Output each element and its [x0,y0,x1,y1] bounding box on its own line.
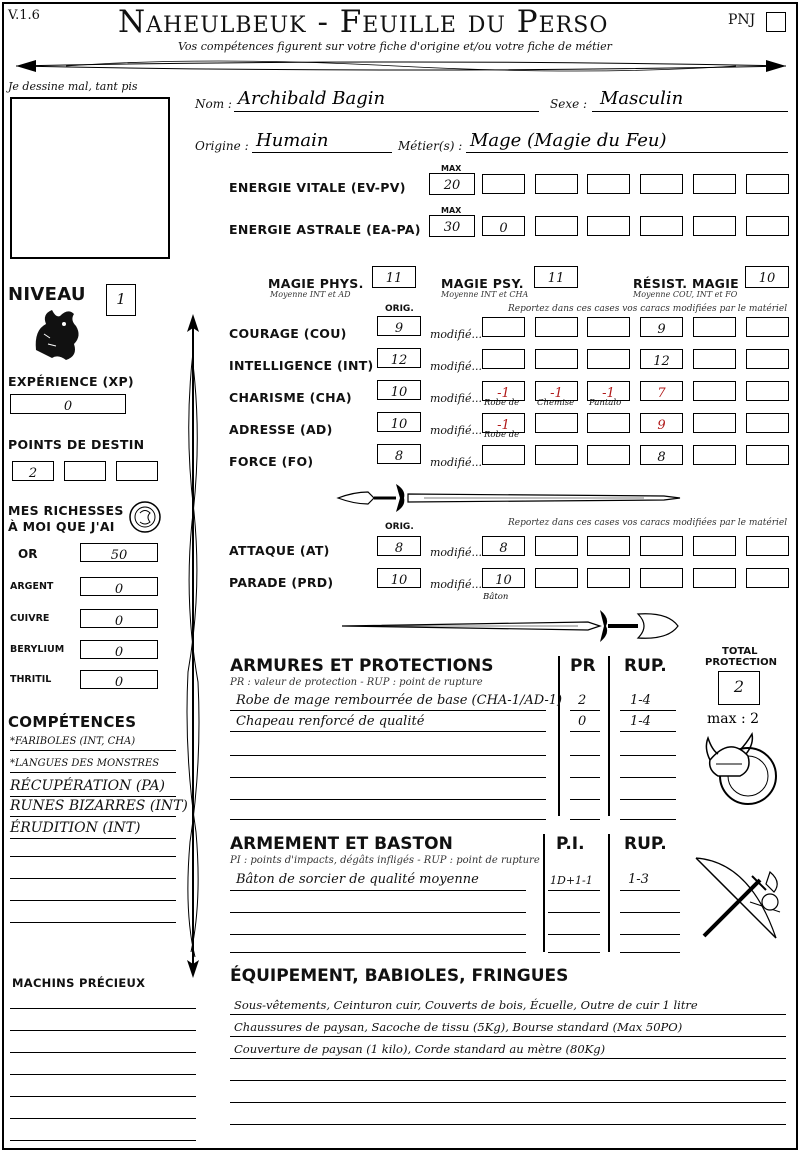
armures-col-pr: PR [570,656,596,676]
armure-pr-line [570,799,600,800]
magie-psy-note: Moyenne INT et CHA [441,290,529,299]
armure-pr-line [570,755,600,756]
origine-label: Origine : [195,139,249,153]
combat-mod-box[interactable] [640,536,683,556]
carac-mod-box[interactable]: 7 [640,381,683,401]
arme-pi-line [548,952,600,953]
modifie-label: modifié... [430,360,482,373]
machins-line [10,1030,196,1031]
money-box[interactable]: 50 [80,543,158,562]
carac-name: FORCE (FO) [229,454,314,469]
portrait-caption: Je dessine mal, tant pis [8,80,138,93]
ev-tracker-box[interactable] [746,174,789,194]
carac-mod-box[interactable]: -1 [482,413,525,433]
sexe-value[interactable]: Masculin [600,88,684,109]
combat-mod-box[interactable] [535,568,578,588]
carac-mod-box[interactable]: 8 [640,445,683,465]
spear-ornament-icon [6,54,794,78]
carac-name: CHARISME (CHA) [229,390,352,405]
destin-box-1[interactable]: 2 [12,461,54,481]
carac-mod-box[interactable]: 9 [640,413,683,433]
carac-name: INTELLIGENCE (INT) [229,358,374,373]
carac-mod-box[interactable] [482,445,525,465]
metier-value[interactable]: Mage (Magie du Feu) [470,130,667,151]
ev-label: ENERGIE VITALE (EV-PV) [229,180,406,195]
carac-mod-box[interactable]: 9 [640,317,683,337]
carac-mod-box[interactable] [693,349,736,369]
ev-tracker-box[interactable] [535,174,578,194]
carac-mod-box[interactable] [535,349,578,369]
portrait-box[interactable] [10,97,170,259]
carac-hint: Reportez dans ces cases vos caracs modifiées par le matériel [508,304,788,314]
total-protection-max: max : 2 [707,711,760,727]
carac-orig-label: ORIG. [385,304,414,314]
ev-tracker-box[interactable] [587,174,630,194]
arme-pi-line [548,934,600,935]
ea-max-box[interactable]: 30 [429,215,475,237]
carac-mod-box[interactable] [746,445,789,465]
carac-mod-box[interactable] [587,317,630,337]
carac-orig-box[interactable]: 10 [377,412,421,432]
equipement-item: Sous-vêtements, Ceinturon cuir, Couverts de bois, Écuelle, Outre de cuir 1 litre [234,998,698,1012]
total-label-2: PROTECTION [705,657,777,668]
armure-rup-line [620,799,676,800]
ea-tracker-box[interactable] [693,216,736,236]
carac-mod-box[interactable]: -1 [587,381,630,401]
armure-line [230,819,546,820]
ea-tracker-box[interactable] [587,216,630,236]
carac-mod-box[interactable] [746,413,789,433]
arme-pi-line [548,890,600,891]
magie-psy-box[interactable]: 11 [534,266,578,288]
origine-value[interactable]: Humain [256,130,329,151]
armure-line [230,799,546,800]
combat-mod-box[interactable] [746,568,789,588]
ea-label: ENERGIE ASTRALE (EA-PA) [229,222,421,237]
combat-mod-box[interactable] [587,568,630,588]
armure-rup: 1-4 [630,693,651,708]
nom-label: Nom : [195,97,232,111]
combat-hint: Reportez dans ces cases vos caracs modifiées par le matériel [508,518,788,528]
xp-box[interactable]: 0 [10,394,126,414]
carac-mod-box[interactable] [746,317,789,337]
sword-icon [334,478,684,518]
write-line [10,750,176,751]
armement-col-rup: RUP. [624,834,667,854]
arme-pi-line [548,912,600,913]
equipement-line [230,1124,786,1125]
carac-mod-box[interactable]: -1 [535,381,578,401]
carac-orig-box[interactable]: 8 [377,444,421,464]
arme-rup-line [620,952,680,953]
armure-name: Robe de mage rembourrée de base (CHA-1/AD-1) [236,693,563,708]
carac-mod-box[interactable] [482,349,525,369]
ev-tracker-box[interactable] [693,174,736,194]
carac-mod-box[interactable] [693,445,736,465]
modifie-label: modifié... [430,424,482,437]
money-label: THRITIL [10,674,52,685]
combat-mod-box[interactable] [693,536,736,556]
armure-pr: 2 [578,693,587,708]
combat-orig-box[interactable]: 8 [377,536,421,556]
armement-title: ARMEMENT ET BASTON [230,834,453,854]
ea-tracker-box[interactable] [746,216,789,236]
niveau-box[interactable]: 1 [106,284,136,316]
arme-line [230,912,526,913]
equipement-item: Couverture de paysan (1 kilo), Corde standard au mètre (80Kg) [234,1042,606,1056]
equipement-line [230,1102,786,1103]
ad-mod-note: Robe de [484,430,520,440]
destin-label: POINTS DE DESTIN [8,437,145,452]
equipement-item: Chaussures de paysan, Sacoche de tissu (5Kg), Bourse standard (Max 50PO) [234,1020,683,1034]
page-subtitle: Vos compétences figurent sur votre fiche d'origine et/ou votre fiche de métier [178,40,612,53]
carac-mod-box[interactable]: -1 [482,381,525,401]
dragon-icon [30,304,84,364]
armure-line [230,777,546,778]
competence-item: *FARIBOLES (INT, CHA) [10,736,136,747]
armure-line [230,710,546,711]
carac-name: ADRESSE (AD) [229,422,333,437]
competence-item: RÉCUPÉRATION (PA) [10,778,166,794]
money-label: ARGENT [10,581,54,592]
combat-orig-box[interactable]: 10 [377,568,421,588]
magie-phys-label: MAGIE PHYS. [268,276,364,291]
carac-mod-box[interactable] [587,445,630,465]
ev-tracker-box[interactable] [640,174,683,194]
sword-icon-2 [338,604,688,650]
destin-box-3[interactable] [116,461,158,481]
ev-max-box[interactable]: 20 [429,173,475,195]
ea-tracker-box[interactable] [535,216,578,236]
combat-orig-label: ORIG. [385,522,414,532]
write-line [10,772,176,773]
armure-pr-line [570,819,600,820]
arme-line [230,934,526,935]
resist-magie-note: Moyenne COU, INT et FO [633,290,738,299]
ea-max-label: MAX [441,206,462,215]
resist-magie-box[interactable]: 10 [745,266,789,288]
armure-rup: 1-4 [630,714,651,729]
equipement-line [230,1036,786,1037]
carac-mod-box[interactable] [746,349,789,369]
money-box[interactable]: 0 [80,609,158,628]
armure-rup-line [620,755,676,756]
magie-phys-box[interactable]: 11 [372,266,416,288]
arme-rup: 1-3 [628,872,649,887]
competence-item: RUNES BIZARRES (INT) [10,798,188,814]
total-label-1: TOTAL [722,646,758,657]
competence-line [10,922,176,923]
competence-item: *LANGUES DES MONSTRES [10,758,160,769]
armure-rup-line [620,819,676,820]
money-box[interactable]: 0 [80,577,158,596]
magie-phys-note: Moyenne INT et AD [270,290,351,299]
version-label: V.1.6 [8,8,40,23]
arme-name: Bâton de sorcier de qualité moyenne [236,872,479,887]
write-line [10,816,176,817]
money-label: CUIVRE [10,613,50,624]
carac-orig-box[interactable]: 9 [377,316,421,336]
carac-mod-box[interactable] [587,413,630,433]
weapons-icon [690,852,786,944]
ea-tracker-box[interactable] [640,216,683,236]
armures-sub: PR : valeur de protection - RUP : point de rupture [230,677,483,688]
competence-line [10,856,176,857]
carac-mod-box[interactable] [693,317,736,337]
cha-mod-note: Chemise [537,398,575,408]
nom-value[interactable]: Archibald Bagin [238,88,386,109]
carac-mod-box[interactable] [746,381,789,401]
combat-mod-box[interactable] [746,536,789,556]
armure-pr-line [570,731,600,732]
modifie-label: modifié... [430,456,482,469]
arme-line [230,952,526,953]
combat-mod-box[interactable] [535,536,578,556]
machins-line [10,1118,196,1119]
armure-pr-line [570,777,600,778]
carac-name: COURAGE (COU) [229,326,347,341]
arme-line [230,890,526,891]
combat-name: PARADE (PRD) [229,575,334,590]
armure-pr: 0 [578,714,587,729]
carac-mod-box[interactable] [535,445,578,465]
niveau-label: NIVEAU [8,284,86,305]
resist-magie-label: RÉSIST. MAGIE [633,276,740,291]
metier-label: Métier(s) : [398,139,463,153]
combat-name: ATTAQUE (AT) [229,543,330,558]
carac-mod-box[interactable] [693,381,736,401]
write-line [10,796,176,797]
ev-max-label: MAX [441,164,462,173]
armure-line [230,755,546,756]
armure-line [230,731,546,732]
xp-label: EXPÉRIENCE (XP) [8,374,134,389]
combat-mod-box[interactable] [693,568,736,588]
armure-rup-line [620,731,676,732]
ea-current-box[interactable]: 0 [482,216,525,236]
equipement-line [230,1080,786,1081]
arme-pi: 1D+1-1 [550,874,593,887]
machins-line [10,1096,196,1097]
money-label: OR [18,547,38,561]
richesses-label-2: À MOI QUE J'AI [8,519,115,534]
armement-sub: PI : points d'impacts, dégâts infligés - RUP : point de rupture [230,855,540,866]
armure-rup-line [620,777,676,778]
money-box[interactable]: 0 [80,670,158,689]
machins-label: MACHINS PRÉCIEUX [12,976,146,990]
armures-col-rup: RUP. [624,656,667,676]
total-protection-box[interactable]: 2 [718,671,760,705]
arme-rup-line [620,934,680,935]
combat-mod-box[interactable]: 10 [482,568,525,588]
combat-mod-box[interactable] [587,536,630,556]
machins-line [10,1074,196,1075]
sexe-label: Sexe : [550,97,588,111]
armure-pr-line [570,710,600,711]
cha-mod-note: Robe de [484,398,520,408]
equipement-line [230,1014,786,1015]
arme-rup-line [620,912,680,913]
armement-col-pi: P.I. [556,834,585,854]
equipement-line [230,1058,786,1059]
carac-mod-box[interactable] [693,413,736,433]
pnj-checkbox[interactable] [766,12,786,32]
destin-box-2[interactable] [64,461,106,481]
write-line [10,838,176,839]
magie-psy-label: MAGIE PSY. [441,276,524,291]
money-label: BERYLIUM [10,644,65,655]
modifie-label: modifié... [430,392,482,405]
equipement-title: ÉQUIPEMENT, BABIOLES, FRINGUES [230,966,569,986]
parade-note: Bâton [483,592,509,602]
carac-mod-box[interactable] [482,317,525,337]
competence-item: ÉRUDITION (INT) [10,820,141,836]
helmet-shield-icon [700,730,784,810]
armure-name: Chapeau renforcé de qualité [236,714,425,729]
carac-mod-box[interactable] [535,413,578,433]
competence-line [10,878,176,879]
page-title: Naheulbeuk - Feuille du Perso [118,4,609,40]
modifie-label: modifié... [430,546,482,559]
modifie-label: modifié... [430,328,482,341]
carac-mod-box[interactable] [587,349,630,369]
arme-rup-line [620,890,680,891]
richesses-label-1: MES RICHESSES [8,503,124,518]
machins-line [10,1140,196,1141]
competences-label: COMPÉTENCES [8,713,137,731]
pnj-label: PNJ [728,12,756,28]
carac-mod-box[interactable]: 12 [640,349,683,369]
vertical-spear-icon [182,312,204,980]
carac-orig-box[interactable]: 10 [377,380,421,400]
combat-mod-box[interactable] [640,568,683,588]
carac-orig-box[interactable]: 12 [377,348,421,368]
armures-title: ARMURES ET PROTECTIONS [230,656,494,676]
money-box[interactable]: 0 [80,640,158,659]
carac-mod-box[interactable] [535,317,578,337]
coin-icon [128,500,162,534]
competence-line [10,900,176,901]
machins-line [10,1052,196,1053]
combat-mod-box[interactable]: 8 [482,536,525,556]
cha-mod-note: Pantalo [589,398,622,408]
armure-rup-line [620,710,676,711]
ev-tracker-box[interactable] [482,174,525,194]
modifie-label: modifié... [430,578,482,591]
machins-line [10,1008,196,1009]
